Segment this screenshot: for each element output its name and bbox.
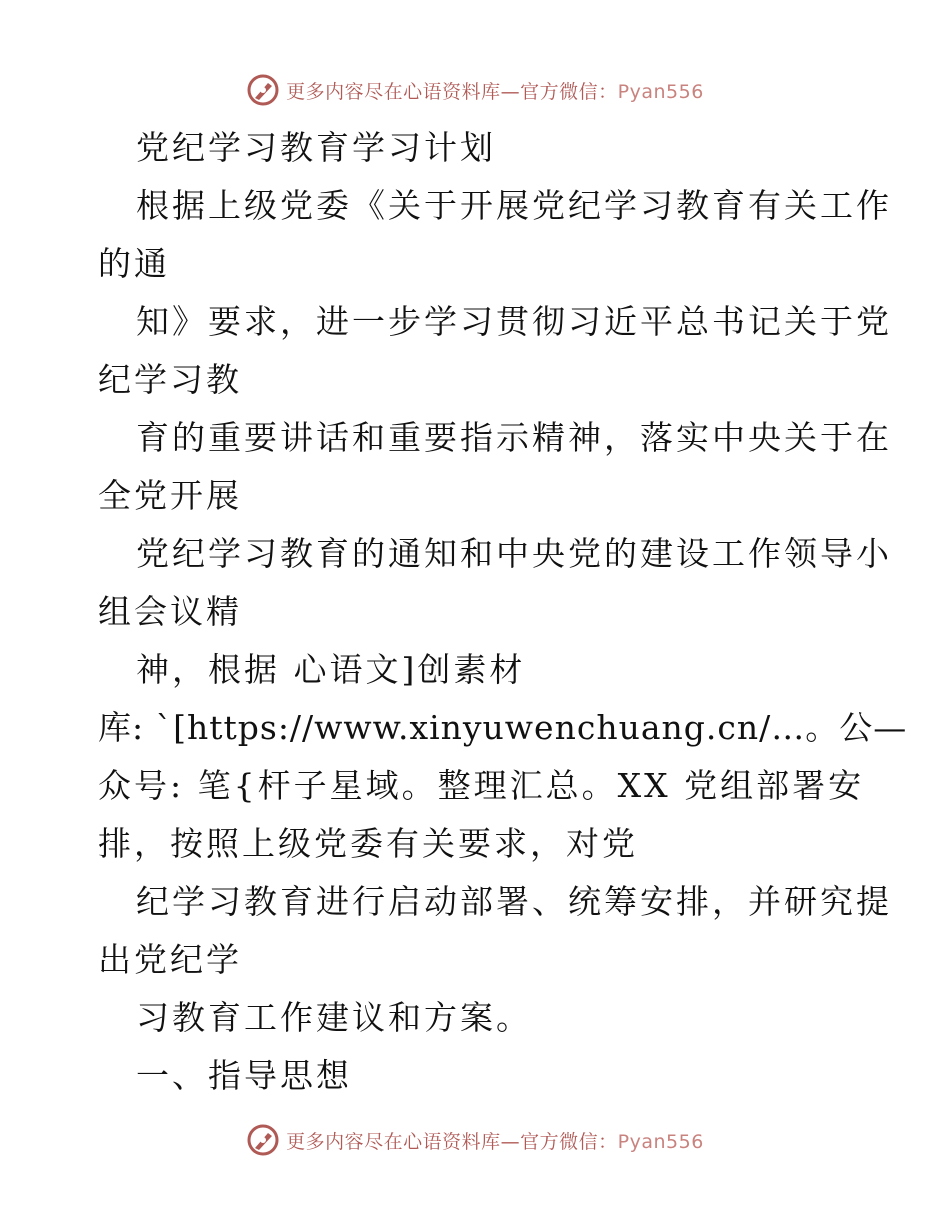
document-line: 出党纪学 xyxy=(98,940,242,979)
document-line: 党纪学习教育的通知和中央党的建设工作领导小 xyxy=(136,534,892,573)
footer-banner-contact: Pyan556 xyxy=(617,1130,704,1153)
document-line: 纪学习教 xyxy=(98,360,242,399)
header-banner-contact: Pyan556 xyxy=(617,80,704,103)
document-line: 神，根据 心语文]创素材 xyxy=(136,650,526,689)
document-line: 的通 xyxy=(98,244,170,283)
pen-circle-icon xyxy=(246,1123,280,1157)
pen-circle-icon xyxy=(246,73,280,107)
document-line: 众号: 笔{杆子星域。整理汇总。XX 党组部署安 xyxy=(98,766,865,805)
document-line: 组会议精 xyxy=(98,592,242,631)
document-line: 库: `[https://www.xinyuwenchuang.cn/…。公— xyxy=(98,708,908,747)
footer-banner-label: 更多内容尽在心语资料库—官方微信： xyxy=(286,1130,618,1153)
document-line: 排，按照上级党委有关要求，对党 xyxy=(98,824,638,863)
document-line: 习教育工作建议和方案。 xyxy=(136,998,532,1037)
document-line: 根据上级党委《关于开展党纪学习教育有关工作 xyxy=(136,186,892,225)
header-banner-label: 更多内容尽在心语资料库—官方微信： xyxy=(286,80,618,103)
footer-banner xyxy=(0,1120,950,1160)
header-banner xyxy=(0,70,950,110)
document-title: 党纪学习教育学习计划 xyxy=(136,128,496,167)
header-banner-text xyxy=(286,77,704,104)
footer-banner-text xyxy=(286,1127,704,1154)
document-line: 纪学习教育进行启动部署、统筹安排，并研究提 xyxy=(136,882,892,921)
document-line: 育的重要讲话和重要指示精神，落实中央关于在 xyxy=(136,418,892,457)
section-heading: 一、指导思想 xyxy=(136,1056,352,1095)
document-line: 知》要求，进一步学习贯彻习近平总书记关于党 xyxy=(136,302,892,341)
document-line: 全党开展 xyxy=(98,476,242,515)
